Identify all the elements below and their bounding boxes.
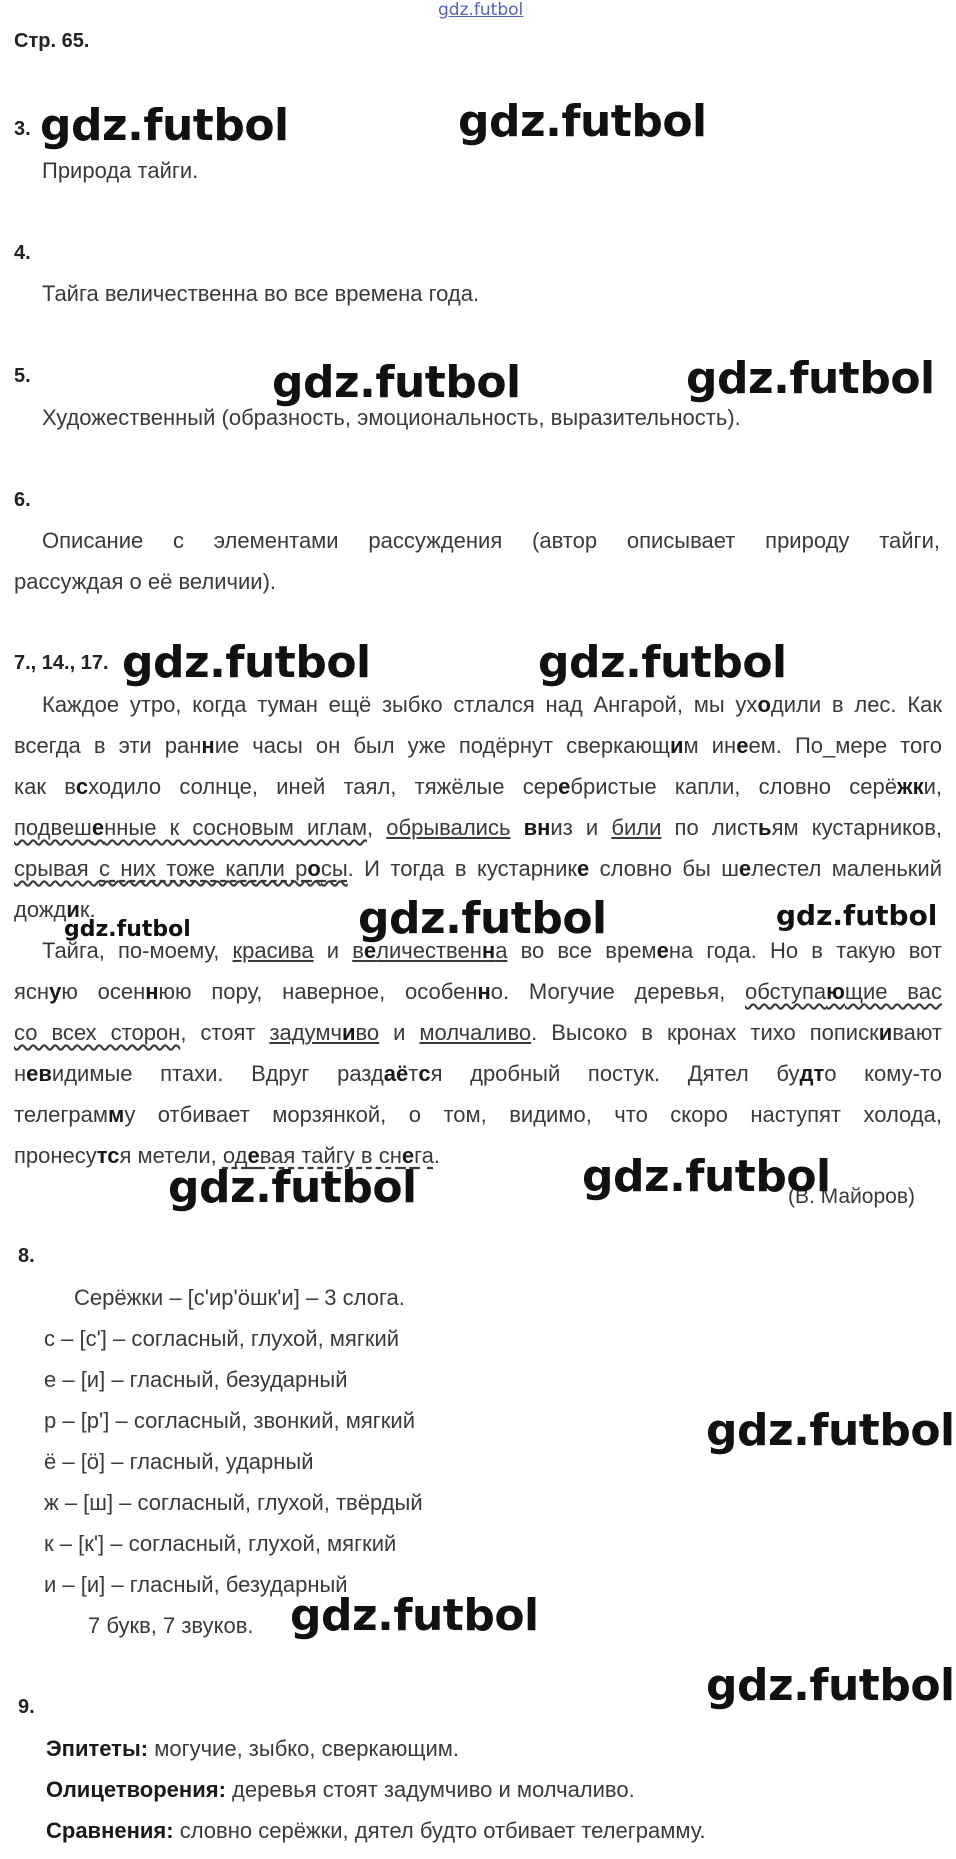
question-8-letter-7: и – [и] – гласный, безударный [44, 1572, 348, 1597]
epithets-label: Эпитеты: [46, 1736, 149, 1761]
question-8-number: 8. [18, 1245, 35, 1267]
page-reference: Стр. 65. [14, 30, 90, 52]
question-5-answer: Художественный (образность, эмоциональность, выразительность). [42, 405, 741, 430]
question-8-letter-6: к – [к'] – согласный, глухой, мягкий [44, 1531, 397, 1556]
epithets-text: могучие, зыбко, сверкающим. [154, 1736, 460, 1761]
watermark: gdz.futbol [64, 917, 191, 942]
question-7-text: Каждое утро, когда туман ещё зыбко стлался над Ангарой, мы уходили в лес. Как всегда в эти ранние часы он был уже подёрнут сверкающим инеем. По_мере того как всходило солнце, иней таял, тяжёлые серебристые капли, словно серёжки, подвешенные к сосновым иглам, обрывались вниз и били по листьям кустарников, срывая с них тоже капли росы. И тогда в кустарнике словно бы шелестел маленький дождик. Тайга, по-моему, красива и величественна во все времена года. Но в такую вот ясную осеннюю пору, наверное, особенно. Могучие деревья, обступающие вас со всех сторон, стоят задумчиво и молчаливо. Высоко в кронах тихо попискивают невидимые птахи. Вдруг раздаётся дробный постук. Дятел будто кому-то телеграмму отбивает морзянкой, о том, видимо, что скоро наступят холода, пронесутся метели, одевая тайгу в снега. [14, 692, 943, 1168]
watermark: gdz.futbol [290, 1590, 539, 1641]
question-6-number: 6. [14, 489, 31, 511]
personification-text: деревья стоят задумчиво и молчаливо. [232, 1777, 635, 1802]
watermark: gdz.futbol [122, 637, 371, 688]
question-3-answer: Природа тайги. [42, 158, 199, 183]
question-4-number: 4. [14, 242, 31, 264]
watermark: gdz.futbol [458, 96, 707, 147]
comparisons-text: словно серёжки, дятел будто отбивает телеграмму. [179, 1818, 706, 1843]
watermark: gdz.futbol [358, 893, 607, 944]
question-7-author: (В. Майоров) [788, 1185, 915, 1208]
watermark-top-link[interactable]: gdz.futbol [438, 0, 524, 20]
question-9-epithets [46, 1728, 459, 1769]
question-3-number: 3. [14, 118, 31, 140]
question-9-personification [46, 1769, 635, 1810]
watermark: gdz.futbol [272, 357, 521, 408]
comparisons-label: Сравнения: [46, 1818, 174, 1843]
question-8-letter-1: с – [с'] – согласный, глухой, мягкий [44, 1326, 400, 1351]
question-8-letter-3: р – [р'] – согласный, звонкий, мягкий [44, 1408, 415, 1433]
question-8-heading: Серёжки – [с'ир'ӧшк'и] – 3 слога. [74, 1285, 405, 1310]
question-9-comparisons [46, 1810, 706, 1851]
watermark: gdz.futbol [168, 1162, 417, 1213]
watermark: gdz.futbol [706, 1660, 955, 1711]
question-6-answer-line-1: Описание с элементами рассуждения (автор описывает природу тайги, [42, 528, 940, 553]
watermark: gdz.futbol [706, 1405, 955, 1456]
personification-label: Олицетворения: [46, 1777, 226, 1802]
watermark: gdz.futbol [40, 100, 289, 151]
question-4-answer: Тайга величественна во все времена года. [42, 281, 480, 306]
question-9-number: 9. [18, 1696, 35, 1718]
watermark: gdz.futbol [776, 899, 938, 932]
question-8-letter-4: ё – [ӧ] – гласный, ударный [44, 1449, 314, 1474]
question-7-number: 7., 14., 17. [14, 652, 109, 674]
question-8-total: 7 букв, 7 звуков. [88, 1613, 254, 1638]
question-6-answer-line-2: рассуждая о её величии). [14, 569, 277, 594]
watermark: gdz.futbol [686, 353, 935, 404]
question-8-letter-2: е – [и] – гласный, безударный [44, 1367, 348, 1392]
watermark: gdz.futbol [582, 1151, 831, 1202]
question-5-number: 5. [14, 365, 31, 387]
watermark: gdz.futbol [538, 637, 787, 688]
question-8-letter-5: ж – [ш] – согласный, глухой, твёрдый [44, 1490, 423, 1515]
